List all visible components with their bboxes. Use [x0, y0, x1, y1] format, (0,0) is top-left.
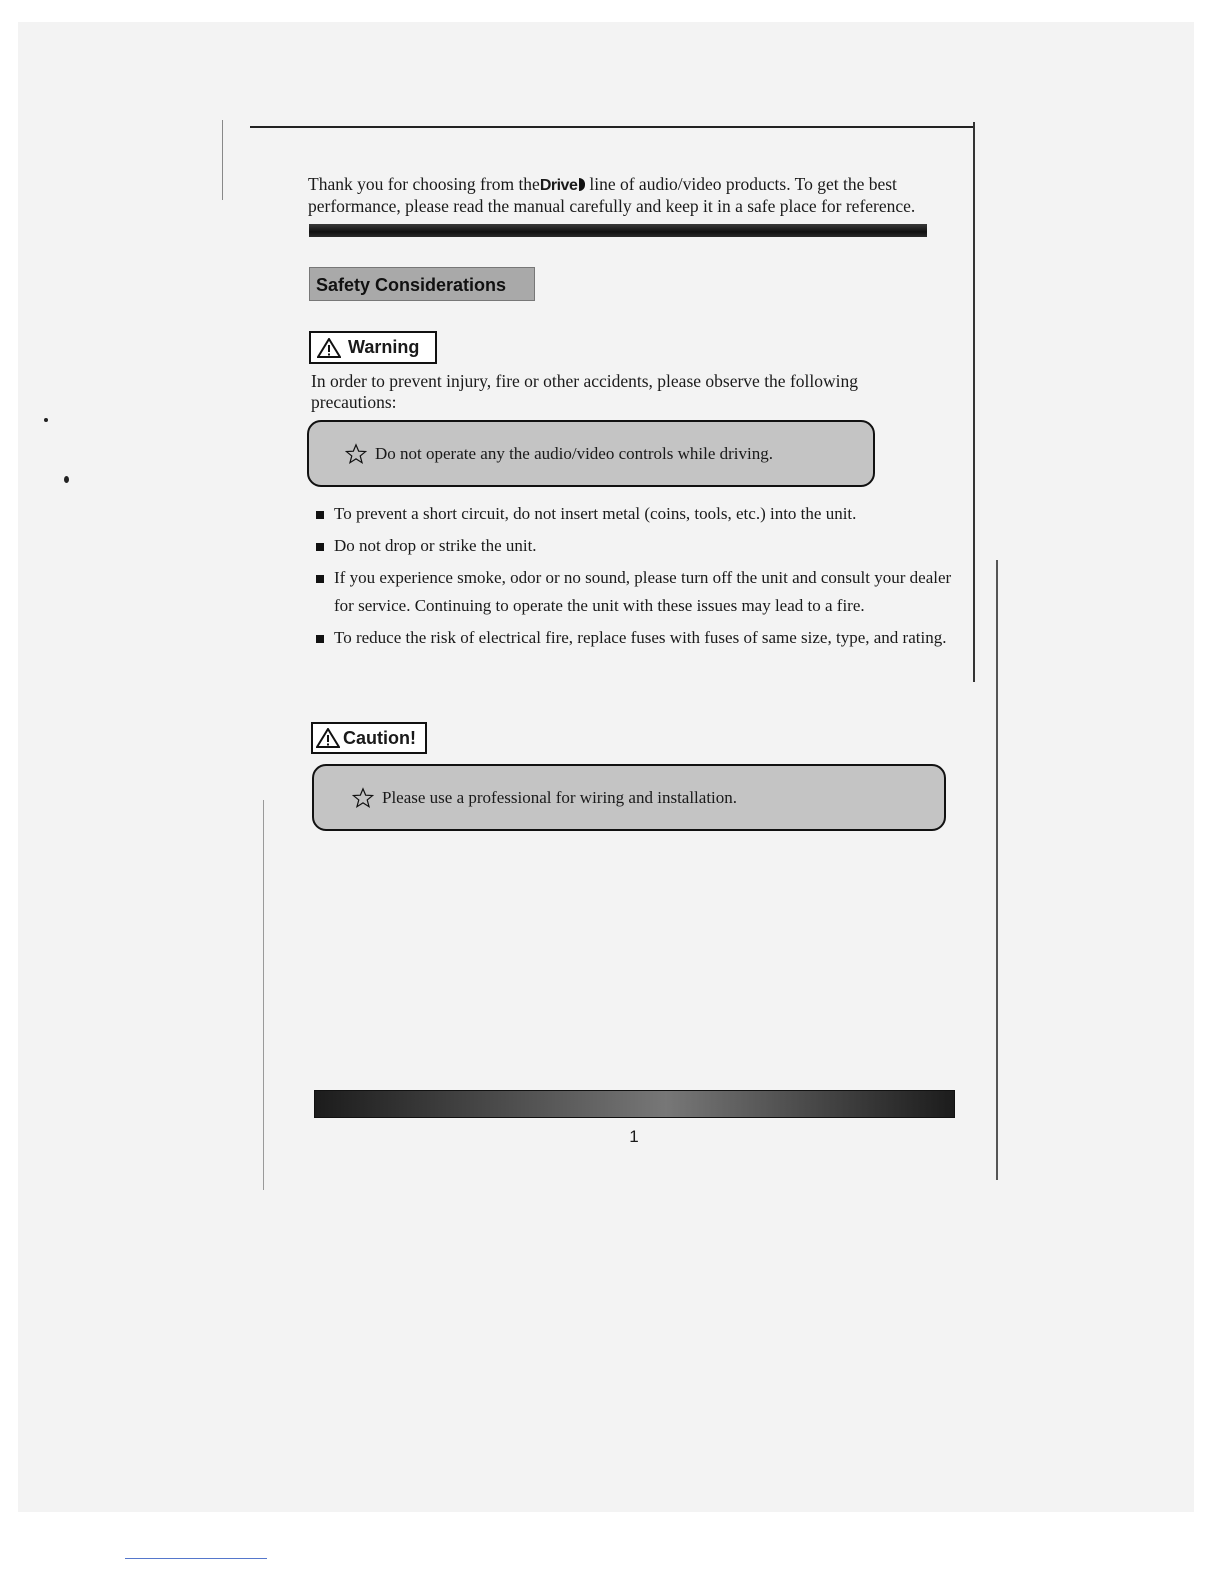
list-item [316, 624, 956, 652]
caution-label [311, 722, 427, 754]
scan-speck [64, 476, 69, 483]
top-rule [250, 126, 974, 128]
intro-paragraph [308, 174, 938, 217]
star-icon [352, 787, 374, 809]
brand-logo: Drive [539, 177, 578, 194]
bullet-square-icon [316, 543, 324, 551]
header-divider-bar [309, 224, 927, 237]
list-item-text: If you experience smoke, odor or no sound, please turn off the unit and consult your dealer for service. Continuing to operate the unit with these issues may lead to a fire. [334, 568, 952, 615]
page-number: 1 [629, 1127, 639, 1146]
warning-intro: In order to prevent injury, fire or other accidents, please observe the following precautions: [311, 371, 859, 412]
precautions-list [316, 500, 956, 656]
list-item-text: Do not drop or strike the unit. [334, 536, 537, 555]
warning-triangle-icon [317, 338, 341, 358]
warning-note-box [307, 420, 875, 487]
footer-link-rule [125, 1558, 267, 1559]
intro-text-after: line of audio/video products. To get the best performance, please read the manual carefully and keep it in a safe place for reference. [308, 174, 916, 216]
warning-label-text: Warning [348, 337, 420, 357]
caution-triangle-icon [316, 728, 340, 748]
right-margin-line [973, 122, 975, 682]
footer-bar [314, 1090, 955, 1118]
list-item [316, 500, 956, 528]
list-item [316, 564, 956, 620]
warning-label [309, 331, 437, 364]
left-margin-line [222, 120, 223, 200]
caution-note-text: Please use a professional for wiring and installation. [382, 787, 738, 807]
scan-speck [44, 418, 48, 422]
brand-mark-icon [579, 178, 585, 191]
left-margin-line-lower [263, 800, 264, 1190]
list-item [316, 532, 956, 560]
star-icon [345, 443, 367, 465]
bullet-square-icon [316, 635, 324, 643]
list-item-text: To reduce the risk of electrical fire, replace fuses with fuses of same size, type, and rating. [334, 628, 947, 647]
caution-note-box [312, 764, 946, 831]
section-title: Safety Considerations [309, 267, 535, 301]
list-item-text: To prevent a short circuit, do not insert metal (coins, tools, etc.) into the unit. [334, 504, 857, 523]
caution-label-text: Caution! [343, 727, 416, 748]
bullet-square-icon [316, 575, 324, 583]
warning-note-text: Do not operate any the audio/video controls while driving. [375, 443, 773, 463]
right-margin-line-outer [996, 560, 998, 1180]
intro-text-before: Thank you for choosing from the [308, 174, 540, 194]
bullet-square-icon [316, 511, 324, 519]
